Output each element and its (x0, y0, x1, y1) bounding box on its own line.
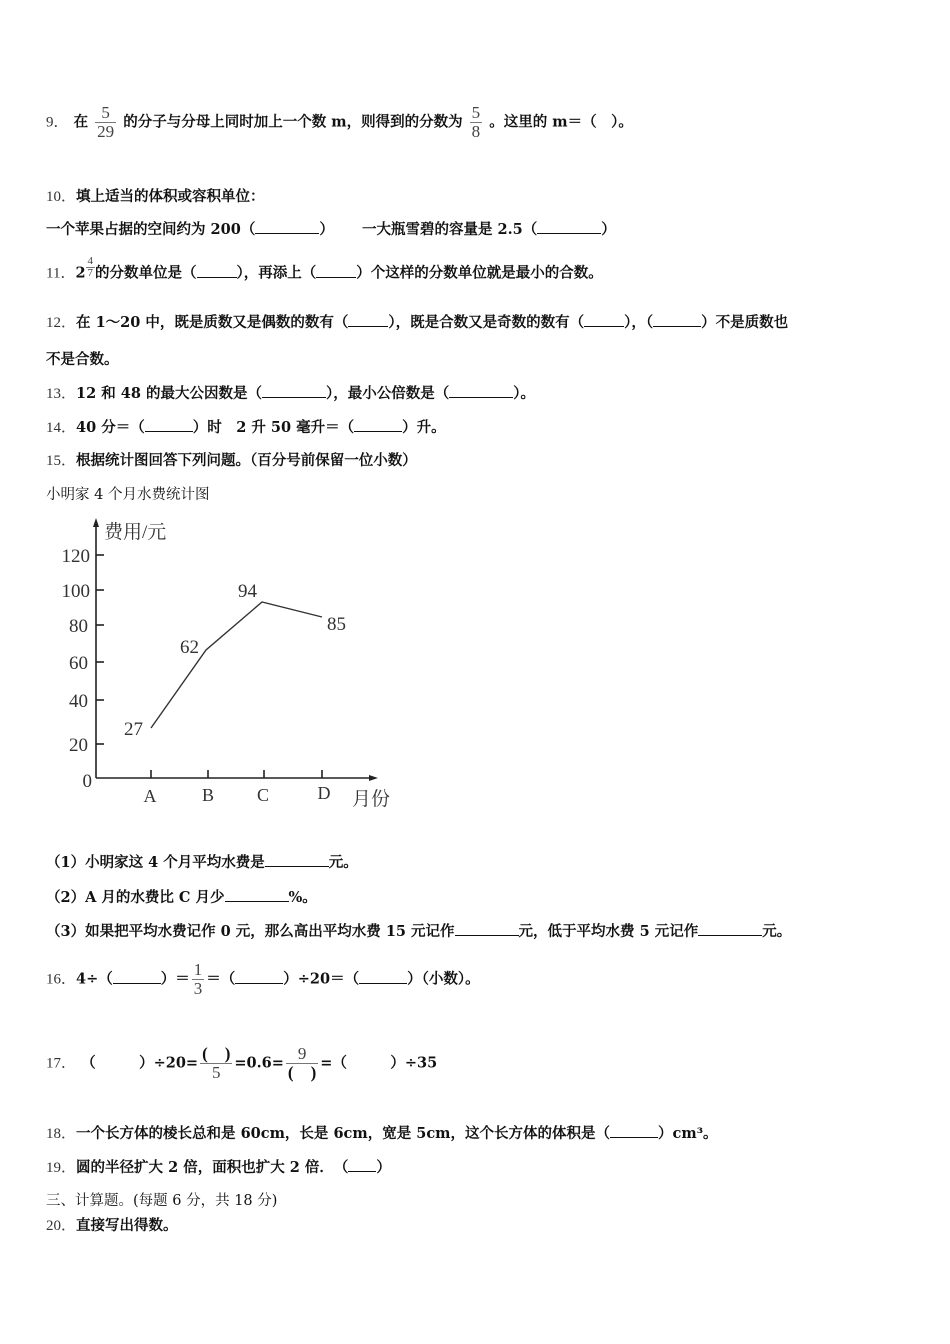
answer-blank[interactable] (455, 921, 519, 936)
q11-text1: 的分数单位是（ (95, 264, 197, 282)
q10-part1-close: ） (319, 221, 334, 238)
question-14 (46, 417, 446, 438)
answer-blank[interactable] (653, 312, 701, 327)
question-15 (46, 451, 417, 471)
question-number: 18． (46, 1126, 77, 1142)
q15-sub3-unit: 元。 (762, 923, 792, 940)
x-axis-label: 月份 (352, 789, 391, 810)
question-number: 19． (46, 1160, 77, 1176)
q9-text-post: 。这里的 m＝（ ）。 (489, 113, 633, 131)
section-3-heading (46, 1191, 277, 1211)
q16-text3: ＝（ (206, 970, 236, 988)
q14-text1: 40 分＝（ (76, 419, 145, 436)
q11-text2: ），再添上（ (236, 264, 317, 282)
xtick-label: C (256, 785, 270, 805)
mixed-number-whole: 2 (75, 264, 86, 282)
ytick-label: 40 (69, 691, 88, 712)
answer-blank[interactable] (265, 852, 329, 867)
q12-text3: ），（ (624, 314, 654, 331)
q16-text2: ）＝ (160, 970, 190, 988)
fraction-5-8: $\frac{5}{8}$ (471, 103, 481, 141)
answer-blank[interactable] (316, 263, 356, 278)
answer-blank[interactable] (348, 312, 388, 327)
q10-title: 填上适当的体积或容积单位： (76, 188, 265, 205)
q10-part2-close: ） (601, 221, 616, 238)
question-16 (46, 961, 480, 998)
question-number: 16． (46, 971, 77, 988)
line-chart (40, 510, 420, 820)
fraction-5-29: $\frac{5}{29}$ (97, 103, 115, 141)
answer-blank[interactable] (255, 219, 319, 234)
chart-title-text: 小明家 4 个月水费统计图 (46, 487, 210, 503)
q13-text2: ），最小公倍数是（ (326, 385, 450, 402)
q16-text4: ）÷20＝（ (283, 970, 360, 988)
question-10 (46, 187, 265, 207)
q13-text3: ）。 (513, 385, 536, 402)
q15-sub3-mid: 元，低于平均水费 5 元记作 (518, 923, 699, 940)
q18-text1: 一个长方体的棱长总和是 60cm，长是 6cm，宽是 5cm，这个长方体的体积是（ (76, 1125, 611, 1142)
q11-text3: ）个这样的分数单位就是最小的合数。 (356, 264, 603, 282)
xtick-label: A (143, 786, 157, 806)
question-number: 12． (46, 315, 77, 331)
q20-text: 直接写出得数。 (76, 1217, 178, 1234)
ytick-label: 80 (69, 616, 88, 637)
q16-text5: ）（小数）。 (407, 970, 480, 988)
answer-blank[interactable] (145, 417, 193, 432)
answer-blank[interactable] (113, 969, 161, 984)
ytick-label: 60 (69, 653, 88, 674)
answer-blank[interactable] (359, 969, 407, 984)
ytick-label: 100 (61, 581, 90, 602)
q10-part2-text: 一大瓶雪碧的容量是 2.5（ (361, 221, 538, 238)
q16-text1: 4÷（ (76, 970, 113, 988)
q12-text4: ）不是质数也 (701, 314, 789, 331)
question-17 (46, 1045, 437, 1082)
fraction-4-7: $\frac{4}{7}$ (87, 255, 94, 279)
question-12 (46, 312, 788, 333)
question-19 (46, 1157, 391, 1178)
q12-text2: ），既是合数又是奇数的数有（ (388, 314, 585, 331)
section-3-title: 三、计算题。(每题 6 分，共 18 分) (46, 1193, 278, 1209)
fraction-9-blank: $\frac{9}{( )}$ (287, 1044, 317, 1082)
answer-blank[interactable] (225, 887, 289, 902)
q15-sub1-unit: 元。 (328, 854, 358, 871)
question-10-parts (46, 219, 616, 240)
ytick-label: 0 (82, 771, 92, 792)
q19-text2: ） (376, 1159, 391, 1176)
answer-blank[interactable] (354, 417, 402, 432)
question-20 (46, 1216, 178, 1236)
q9-text-pre: 在 (73, 113, 89, 131)
answer-blank[interactable] (610, 1123, 658, 1138)
xtick-label: D (317, 783, 331, 803)
y-axis-label: 费用/元 (104, 522, 167, 543)
question-number: 20． (46, 1218, 77, 1234)
q17-text1: （ ）÷20= (81, 1054, 199, 1072)
q15-subquestion-2 (46, 887, 317, 908)
ytick-label: 120 (61, 546, 90, 567)
data-label: 27 (124, 719, 143, 740)
q15-subquestion-1 (46, 852, 358, 873)
question-18 (46, 1123, 718, 1144)
data-label: 85 (327, 614, 346, 635)
question-11 (46, 255, 603, 285)
q17-text2: =0.6= (234, 1054, 284, 1072)
fraction-blank-5: $\frac{( )}{5}$ (202, 1044, 231, 1082)
question-number: 9． (46, 114, 69, 131)
q9-text-mid: 的分子与分母上同时加上一个数 m，则得到的分数为 (123, 113, 463, 131)
answer-blank[interactable] (235, 969, 283, 984)
q13-text1: 12 和 48 的最大公因数是（ (76, 385, 263, 402)
q12-line2: 不是合数。 (46, 351, 119, 368)
answer-blank[interactable] (698, 921, 762, 936)
question-9 (46, 104, 633, 141)
data-label: 62 (180, 637, 199, 658)
ytick-label: 20 (69, 735, 88, 756)
answer-blank[interactable] (537, 219, 601, 234)
y-axis-arrow-icon (93, 518, 99, 527)
q15-sub1-text: （1）小明家这 4 个月平均水费是 (46, 854, 265, 871)
question-13 (46, 383, 535, 404)
q19-text1: 圆的半径扩大 2 倍，面积也扩大 2 倍． （ (76, 1159, 349, 1176)
question-number: 17． (46, 1055, 77, 1072)
x-axis-arrow-icon (369, 775, 378, 781)
q18-text2: ）cm³。 (658, 1125, 718, 1142)
fraction-1-3: $\frac{1}{3}$ (193, 960, 203, 998)
question-number: 14． (46, 420, 77, 436)
q14-text3: ）升。 (402, 419, 446, 436)
question-number: 13． (46, 386, 77, 402)
q15-sub2-text: （2）A 月的水费比 C 月少 (46, 889, 225, 906)
xtick-label: B (201, 785, 215, 805)
q15-sub2-unit: %。 (288, 889, 317, 906)
q12-text1: 在 1～20 中，既是质数又是偶数的数有（ (76, 314, 349, 331)
answer-blank[interactable] (348, 1157, 376, 1172)
question-12-line2 (46, 350, 119, 370)
question-number: 10． (46, 189, 77, 205)
data-label: 94 (238, 581, 257, 602)
chart-title (46, 485, 209, 505)
question-number: 11． (46, 265, 76, 282)
answer-blank[interactable] (584, 312, 624, 327)
q15-sub3-text: （3）如果把平均水费记作 0 元，那么高出平均水费 15 元记作 (46, 923, 455, 940)
answer-blank[interactable] (262, 383, 326, 398)
q10-part1-text: 一个苹果占据的空间约为 200（ (46, 221, 256, 238)
answer-blank[interactable] (197, 263, 237, 278)
q15-subquestion-3 (46, 921, 791, 942)
data-line (151, 602, 322, 728)
q14-text2: ）时 2 升 50 毫升＝（ (192, 419, 355, 436)
question-number: 15． (46, 453, 77, 469)
answer-blank[interactable] (449, 383, 513, 398)
q15-text: 根据统计图回答下列问题。（百分号前保留一位小数） (76, 452, 417, 469)
q17-text3: =（ ）÷35 (320, 1054, 438, 1072)
